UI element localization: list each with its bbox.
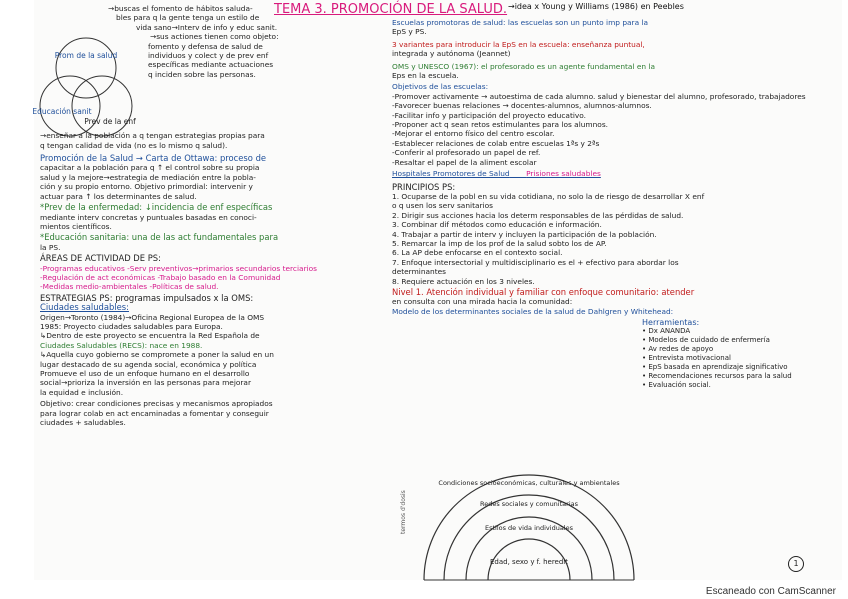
list-item: • EpS basada en aprendizaje significativo: [642, 363, 788, 372]
text-line: individuos y colect y de prev enf: [148, 51, 269, 61]
list-item: 4. Trabajar a partir de interv y incluyen la participación de la población.: [392, 229, 657, 239]
list-item: 8. Requiere actuación en los 3 niveles.: [392, 276, 535, 286]
heading-objetivos: Objetivos de las escuelas:: [392, 82, 489, 92]
heading-ciudades: Ciudades saludables:: [40, 302, 129, 313]
text-line: OMS y UNESCO (1967): el profesorado es un agente fundamental en la: [392, 61, 656, 71]
text-line: Promueve el uso de un enfoque humano en el desarrollo: [40, 369, 250, 378]
scanner-watermark: Escaneado con CamScanner: [705, 586, 836, 597]
list-item: o q usen los serv sanitarios: [392, 201, 493, 211]
text-line: →sus actiones tienen como objeto:: [150, 32, 279, 42]
list-item: determinantes: [392, 267, 447, 277]
text-line: →enseñar a la población a q tengan estrategias propias para: [40, 131, 265, 141]
heading-areas: ÁREAS DE ACTIVIDAD DE PS:: [40, 253, 161, 264]
venn-label-prom: Prom de la salud: [54, 51, 118, 60]
list-item: -Mejorar el entorno físico del centro escolar.: [392, 129, 555, 139]
page-number-badge: 1: [788, 556, 804, 572]
text-line: la equidad e inclusión.: [40, 387, 124, 397]
top-note: →idea x Young y Williams (1986) en Peebles: [508, 2, 684, 11]
text-line: q tengan calidad de vida (no es lo mismo q salud).: [40, 140, 228, 150]
heading-promocion: Promoción de la Salud → Carta de Ottawa: proceso de: [40, 153, 267, 164]
text-line: Ciudades Saludables (RECS): nace en 1988.: [40, 340, 203, 350]
text-line: actuar para ↑ los determinantes de salud.: [40, 191, 197, 201]
text-line: lugar destacado de su agenda social, económica y política: [40, 359, 257, 369]
text-line: bles para q la gente tenga un estilo de: [116, 13, 260, 23]
text-line: capacitar a la población para q ↑ el control sobre su propia: [40, 163, 260, 173]
list-item: 3. Combinar dif métodos como educación e información.: [392, 220, 602, 230]
heading-prevencion: *Prev de la enfermedad: ↓incidencia de enf específicas: [40, 202, 273, 213]
list-item: -Resaltar el papel de la aliment escolar: [392, 157, 537, 167]
list-item: -Facilitar info y participación del proyecto educativo.: [392, 110, 587, 120]
text-line: Eps en la escuela.: [392, 71, 459, 81]
list-item: -Favorecer buenas relaciones → docentes-alumnos, alumnos-alumnos.: [392, 101, 652, 111]
text-line: 3 variantes para introducir la EpS en la escuela: enseñanza puntual,: [392, 39, 645, 49]
heading-educacion: *Educación sanitaria: una de las act fundamentales para: [40, 232, 279, 243]
text-line: integrada y autónoma (Jeannet): [392, 49, 511, 59]
side-note: termos d'dosis: [400, 490, 407, 534]
list-item: • Dx ANANDA: [642, 327, 691, 336]
page-title: TEMA 3. PROMOCIÓN DE LA SALUD.: [274, 2, 508, 17]
ring-individual-label: Estilos de vida individuales: [484, 524, 574, 532]
text-line: mientos científicos.: [40, 221, 112, 231]
text-line: fomento y defensa de salud de: [148, 41, 263, 51]
right-column: [392, 4, 832, 456]
text-line: EpS y PS.: [392, 27, 427, 37]
list-item: • Evaluación social.: [642, 381, 711, 390]
heading-prisiones: Prisiones saludables: [526, 169, 601, 179]
list-item: 6. La AP debe enfocarse en el contexto social.: [392, 248, 563, 258]
text-line: →buscas el fomento de hábitos saluda-: [108, 4, 253, 13]
list-item: -Regulación de act económicas -Trabajo basado en la Comunidad: [40, 272, 281, 282]
text-line: específicas mediante actuaciones: [148, 60, 274, 70]
determinants-rainbow-diagram: [416, 452, 642, 580]
text-line: ciudades + saludables.: [40, 418, 126, 428]
tools-list: [642, 318, 832, 390]
list-item: 7. Enfoque intersectorial y multidisciplinario es el + efectivo para abordar los: [392, 257, 679, 267]
heading-principios: PRINCIPIOS PS:: [392, 181, 456, 192]
heading-hospitales-prisiones: [392, 169, 832, 178]
text-line: ción y su propio entorno. Objetivo primordial: intervenir y: [40, 182, 253, 192]
heading-hospitales: Hospitales Promotores de Salud: [392, 169, 510, 179]
heading-nivel1: Nivel 1. Atención individual y familiar con enfoque comunitario: atender: [392, 286, 695, 297]
list-item: -Promover activamente → autoestima de cada alumno. salud y bienestar del alumno, profesorado, trabajadores: [392, 91, 806, 101]
ring-social-label: Redes sociales y comunitarias: [479, 500, 579, 508]
list-item: 2. Dirigir sus acciones hacia los determ responsables de las pérdidas de salud.: [392, 210, 684, 220]
center-label: Edad, sexo y f. heredit: [490, 558, 568, 566]
text-line: ↳Dentro de este proyecto se encuentra la Red Española de: [40, 331, 260, 341]
text-line: vida sano→Interv de info y educ sanit.: [136, 22, 278, 32]
list-item: • Entrevista motivacional: [642, 354, 731, 363]
list-item: • Av redes de apoyo: [642, 345, 714, 354]
list-item: • Recomendaciones recursos para la salud: [642, 372, 792, 381]
list-item: 5. Remarcar la imp de los prof de la salud sobto los de AP.: [392, 238, 607, 248]
list-item: -Proponer act q sean retos estimulantes para los alumnos.: [392, 120, 609, 130]
venn-label-prev: Prev de la enf: [84, 117, 136, 126]
list-item: -Establecer relaciones de colab entre escuelas 1ªs y 2ªs: [392, 138, 600, 148]
text-line: salud y la mejore→estrategia de mediación entre la pobla-: [40, 172, 256, 182]
text-line: Modelo de los determinantes sociales de la salud de Dahlgren y Whitehead:: [392, 306, 674, 316]
list-item: -Medidas medio-ambientales -Políticas de salud.: [40, 282, 219, 292]
tools-title: Herramientas:: [642, 318, 700, 328]
text-line: en consulta con una mirada hacia la comunidad:: [392, 297, 573, 307]
text-line: mediante interv concretas y puntuales basadas en conoci-: [40, 212, 257, 222]
venn-label-edu: Educación sanit: [32, 107, 92, 116]
list-item: 1. Ocuparse de la pobl en su vida cotidiana, no solo la de riesgo de desarrollar X enf: [392, 191, 705, 201]
heading-estrategias: ESTRATEGIAS PS: programas impulsados x la OMS:: [40, 292, 254, 303]
list-item: -Programas educativos -Serv preventivos→primarios secundarios terciarios: [40, 263, 318, 273]
text-line: para lograr colab en act encaminadas a fomentar y conseguir: [40, 408, 269, 418]
left-column: [40, 4, 370, 427]
ring-socioeconomic-label: Condiciones socioeconómicas, culturales y ambientales: [438, 479, 620, 487]
text-line: 1985: Proyecto ciudades saludables para Europa.: [40, 321, 223, 331]
text-line: la PS.: [40, 242, 61, 252]
text-line: ↳Aquella cuyo gobierno se compromete a poner la salud en un: [40, 350, 274, 360]
list-item: -Conferir al profesorado un papel de ref.: [392, 148, 541, 158]
heading-escuelas: Escuelas promotoras de salud: las escuelas son un punto imp para la: [392, 18, 649, 27]
text-line: q inciden sobre las personas.: [148, 69, 256, 79]
text-line: Objetivo: crear condiciones precisas y mecanismos apropiados: [40, 399, 273, 409]
text-line: Origen→Toronto (1984)→Oficina Regional Europea de la OMS: [40, 312, 265, 322]
list-item: • Modelos de cuidado de enfermería: [642, 336, 770, 345]
text-line: social→prioriza la inversión en las personas para mejorar: [40, 378, 251, 388]
